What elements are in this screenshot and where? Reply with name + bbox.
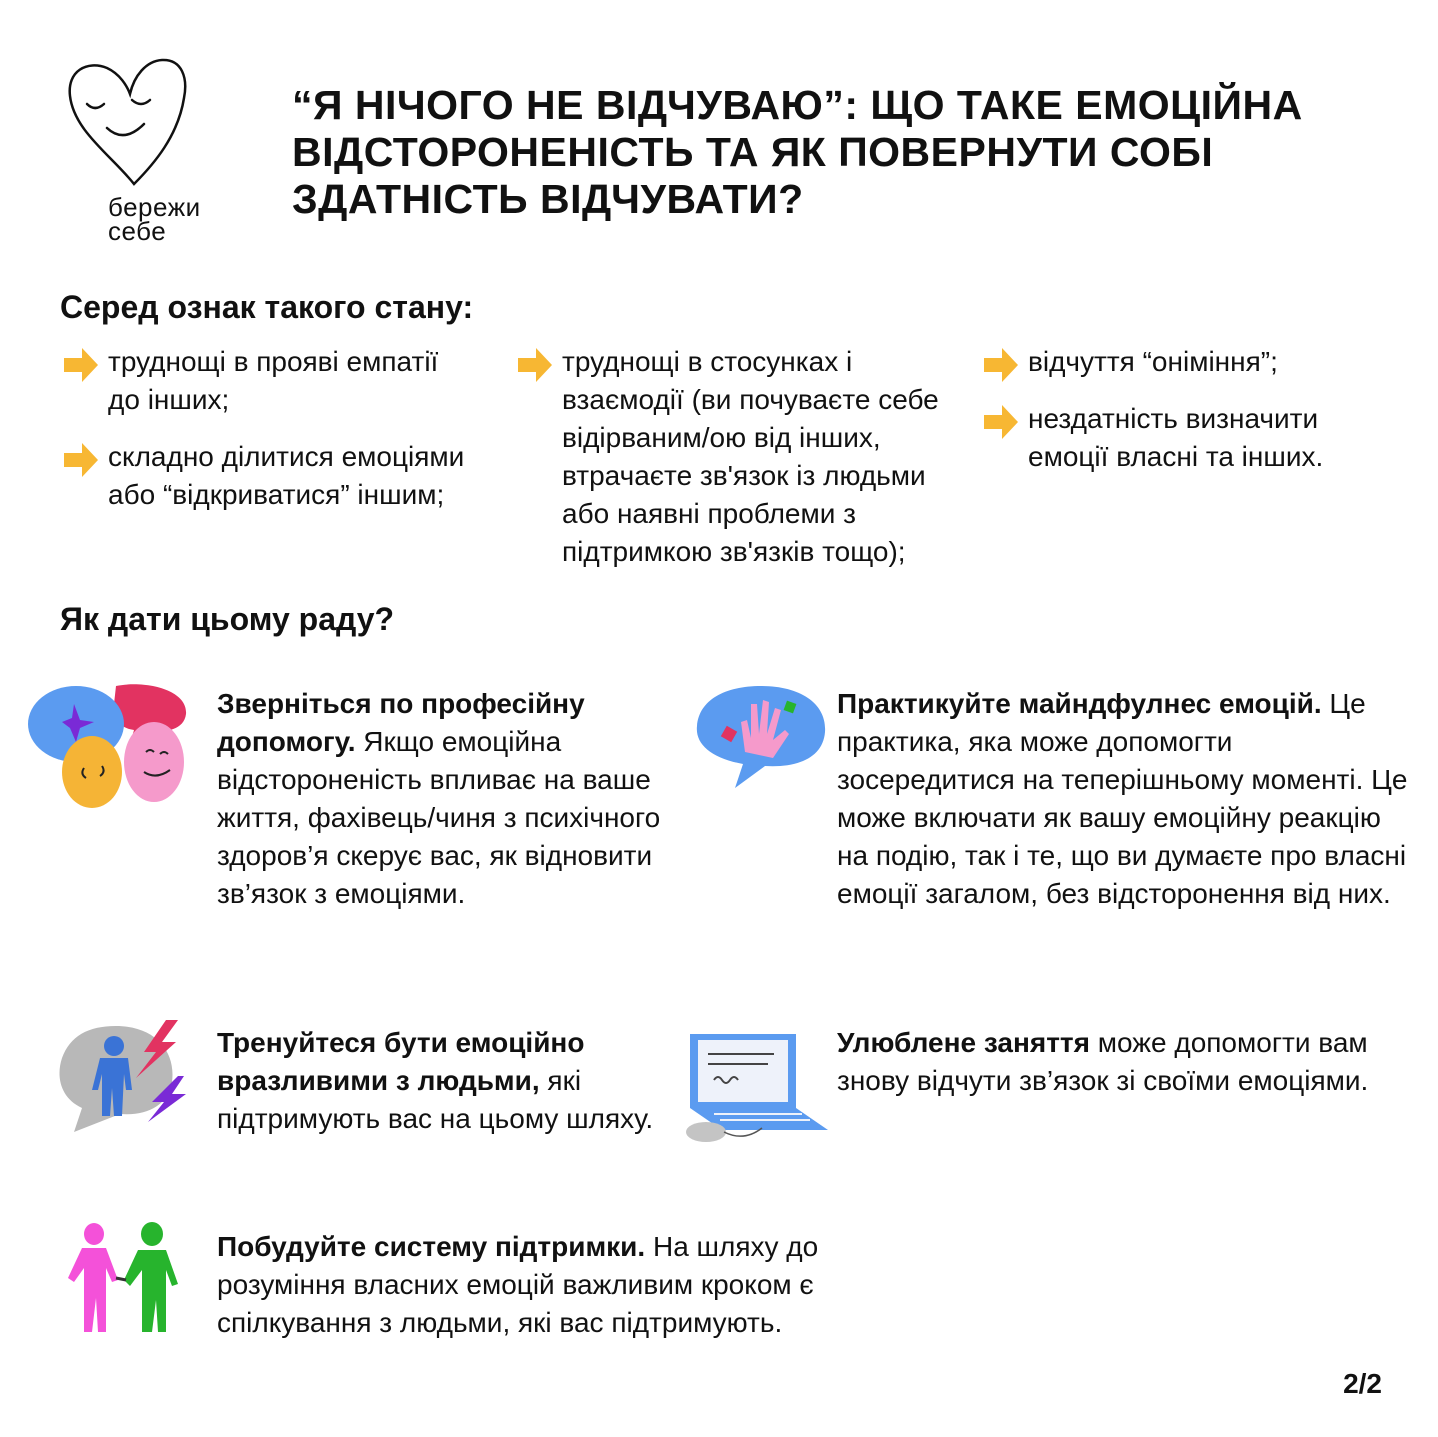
arrow-right-icon xyxy=(62,345,100,385)
tip-body: може допомогти вам знову відчути зв’язок зі своїми емоціями. xyxy=(837,1027,1369,1096)
arrow-right-icon xyxy=(62,440,100,480)
tip-body: які підтримують вас на цьому шляху. xyxy=(217,1065,654,1134)
laptop-icon xyxy=(684,1032,832,1146)
heart-face-icon xyxy=(62,56,192,191)
tip-body: Якщо емоційна відстороненість впливає на ваше життя, фахівець/чиня з психічного здоров’я скерує вас, як відновити зв’язок з емоціями. xyxy=(217,726,661,909)
hand-bubble-icon xyxy=(693,682,829,792)
sign-item: нездатність визначити емоції власні та інших. xyxy=(982,400,1402,476)
sign-item: відчуття “оніміння”; xyxy=(982,343,1402,385)
tip-body: На шляху до розуміння власних емоцій важливим кроком є спілкування з людьми, які вас підтримують. xyxy=(217,1231,819,1338)
tip-title: Зверніться по професійну допомогу. xyxy=(217,688,585,757)
page-title: “Я НІЧОГО НЕ ВІДЧУВАЮ”: ЩО ТАКЕ ЕМОЦІЙНА ВІДСТОРОНЕНІСТЬ ТА ЯК ПОВЕРНУТИ СОБІ ЗДАТНІСТЬ ВІДЧУВАТИ? xyxy=(292,82,1303,222)
signs-heading: Серед ознак такого стану: xyxy=(60,289,474,325)
sign-item: складно ділитися емоціями або “відкриватися” іншим; xyxy=(62,438,482,514)
holding-hands-icon xyxy=(58,1222,184,1336)
brand-logo xyxy=(62,56,237,246)
arrow-right-icon xyxy=(516,345,554,385)
chat-faces-icon xyxy=(26,682,192,812)
arrow-right-icon xyxy=(982,402,1020,442)
logo-word-2: себе xyxy=(108,216,167,246)
tips-heading: Як дати цьому раду? xyxy=(60,601,395,637)
tip-title: Улюблене заняття xyxy=(837,1027,1090,1058)
logo-word-1: бережи xyxy=(108,192,201,222)
tip-title: Практикуйте майндфулнес емоцій. xyxy=(837,688,1322,719)
tip-title: Тренуйтеся бути емоційно вразливими з людьми, xyxy=(217,1027,585,1096)
tip-body: Це практика, яка може допомогти зосередитися на теперішньому моменті. Це може включати як вашу емоційну реакцію на подію, так і те, що ви думаєте про власні емоції загалом, без відсторонення від них. xyxy=(837,688,1408,909)
page-number: 2/2 xyxy=(1343,1368,1382,1399)
sign-item: труднощі в прояві емпатії до інших; xyxy=(62,343,452,419)
tip-title: Побудуйте систему підтримки. xyxy=(217,1231,646,1262)
person-lightning-icon xyxy=(56,1018,188,1138)
sign-item: труднощі в стосунках і взаємодії (ви почуваєте себе відірваним/ою від інших, втрачаєте зв'язок із людьми або наявні проблеми з підтримкою зв'язків тощо); xyxy=(516,343,966,571)
arrow-right-icon xyxy=(982,345,1020,385)
